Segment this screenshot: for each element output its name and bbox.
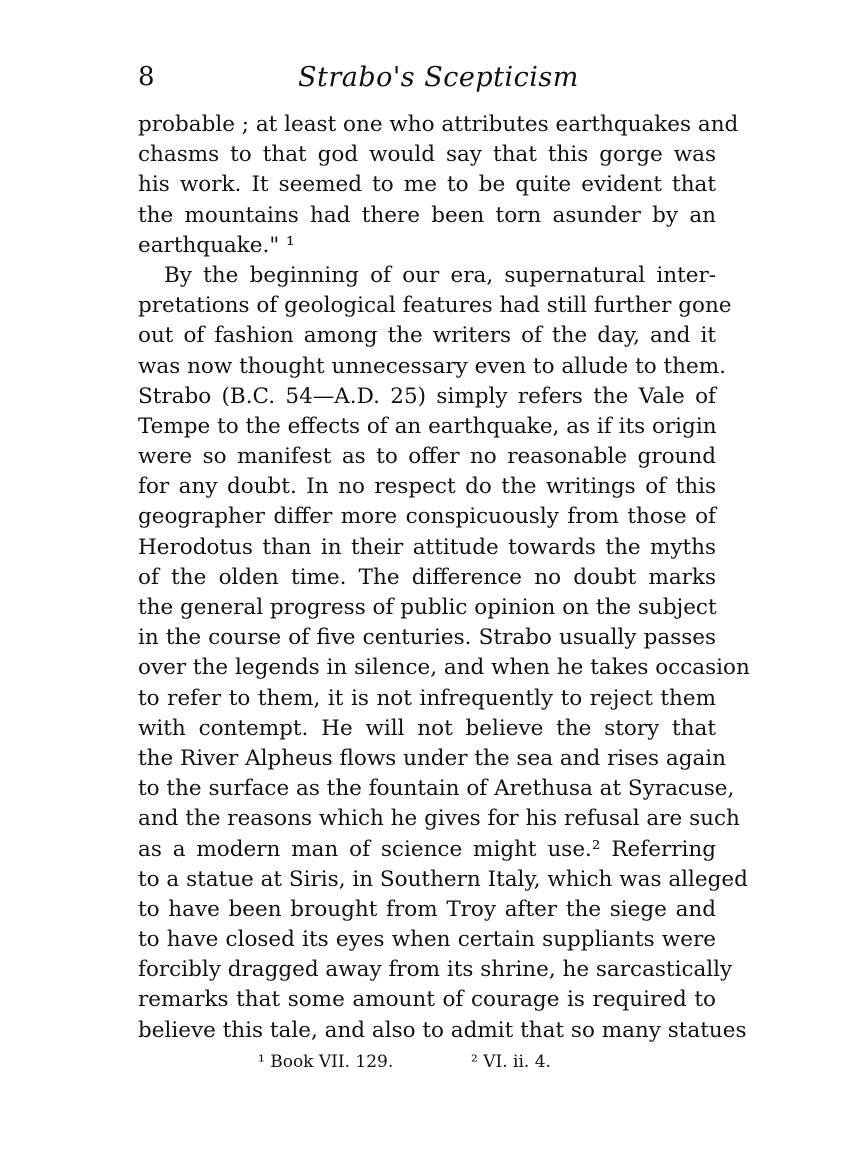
text-line: the River Alpheus flows under the sea and rises again bbox=[138, 745, 727, 771]
text-line: out of fashion among the writers of the day, and it bbox=[138, 323, 716, 349]
text-line: believe this tale, and also to admit that so many statues bbox=[138, 1017, 747, 1043]
text-line: to have been brought from Troy after the siege and bbox=[138, 896, 716, 922]
text-line: for any doubt. In no respect do the writings of this bbox=[138, 474, 716, 500]
text-line: the mountains had there been torn asunder by an bbox=[138, 202, 716, 228]
text-line: was now thought unnecessary even to allude to them. bbox=[138, 353, 726, 379]
text-line: geographer differ more conspicuously from those of bbox=[138, 504, 716, 530]
text-line: to a statue at Siris, in Southern Italy, which was alleged bbox=[138, 866, 748, 892]
text-line: remarks that some amount of courage is required to bbox=[138, 987, 716, 1013]
body-text bbox=[138, 110, 750, 1046]
running-title: Strabo's Scepticism bbox=[298, 62, 579, 93]
text-line: and the reasons which he gives for his refusal are such bbox=[138, 806, 740, 832]
text-line: in the course of five centuries. Strabo usually passes bbox=[138, 625, 716, 651]
footnote-1: ¹ Book VII. 129. bbox=[258, 1052, 394, 1072]
text-line: of the olden time. The difference no doubt marks bbox=[138, 564, 716, 590]
text-line: earthquake." ¹ bbox=[138, 232, 295, 258]
text-line: Strabo (B.C. 54—A.D. 25) simply refers the Vale of bbox=[138, 383, 716, 409]
paragraph-start-line: By the beginning of our era, supernatural inter- bbox=[164, 262, 716, 288]
page-number: 8 bbox=[138, 62, 155, 92]
running-head bbox=[138, 62, 718, 102]
text-line: his work. It seemed to me to be quite evident that bbox=[138, 172, 716, 198]
text-line: Herodotus than in their attitude towards the myths bbox=[138, 534, 716, 560]
text-line: were so manifest as to offer no reasonable ground bbox=[138, 444, 716, 470]
text-line: forcibly dragged away from its shrine, he sarcastically bbox=[138, 957, 733, 983]
text-line: to the surface as the fountain of Arethusa at Syracuse, bbox=[138, 776, 735, 802]
text-line: to refer to them, it is not infrequently to reject them bbox=[138, 685, 716, 711]
text-line: with contempt. He will not believe the story that bbox=[138, 715, 716, 741]
text-line: to have closed its eyes when certain suppliants were bbox=[138, 927, 716, 953]
text-line: chasms to that god would say that this gorge was bbox=[138, 142, 716, 168]
text-line: the general progress of public opinion on the subject bbox=[138, 595, 717, 620]
text-line: probable ; at least one who attributes earthquakes and bbox=[138, 112, 739, 137]
footnote-2: ² VI. ii. 4. bbox=[471, 1052, 551, 1072]
text-line: over the legends in silence, and when he takes occasion bbox=[138, 655, 750, 681]
text-line: Tempe to the effects of an earthquake, as if its origin bbox=[138, 413, 717, 439]
text-line: as a modern man of science might use.² Referring bbox=[138, 836, 716, 862]
text-line: pretations of geological features had still further gone bbox=[138, 293, 732, 319]
